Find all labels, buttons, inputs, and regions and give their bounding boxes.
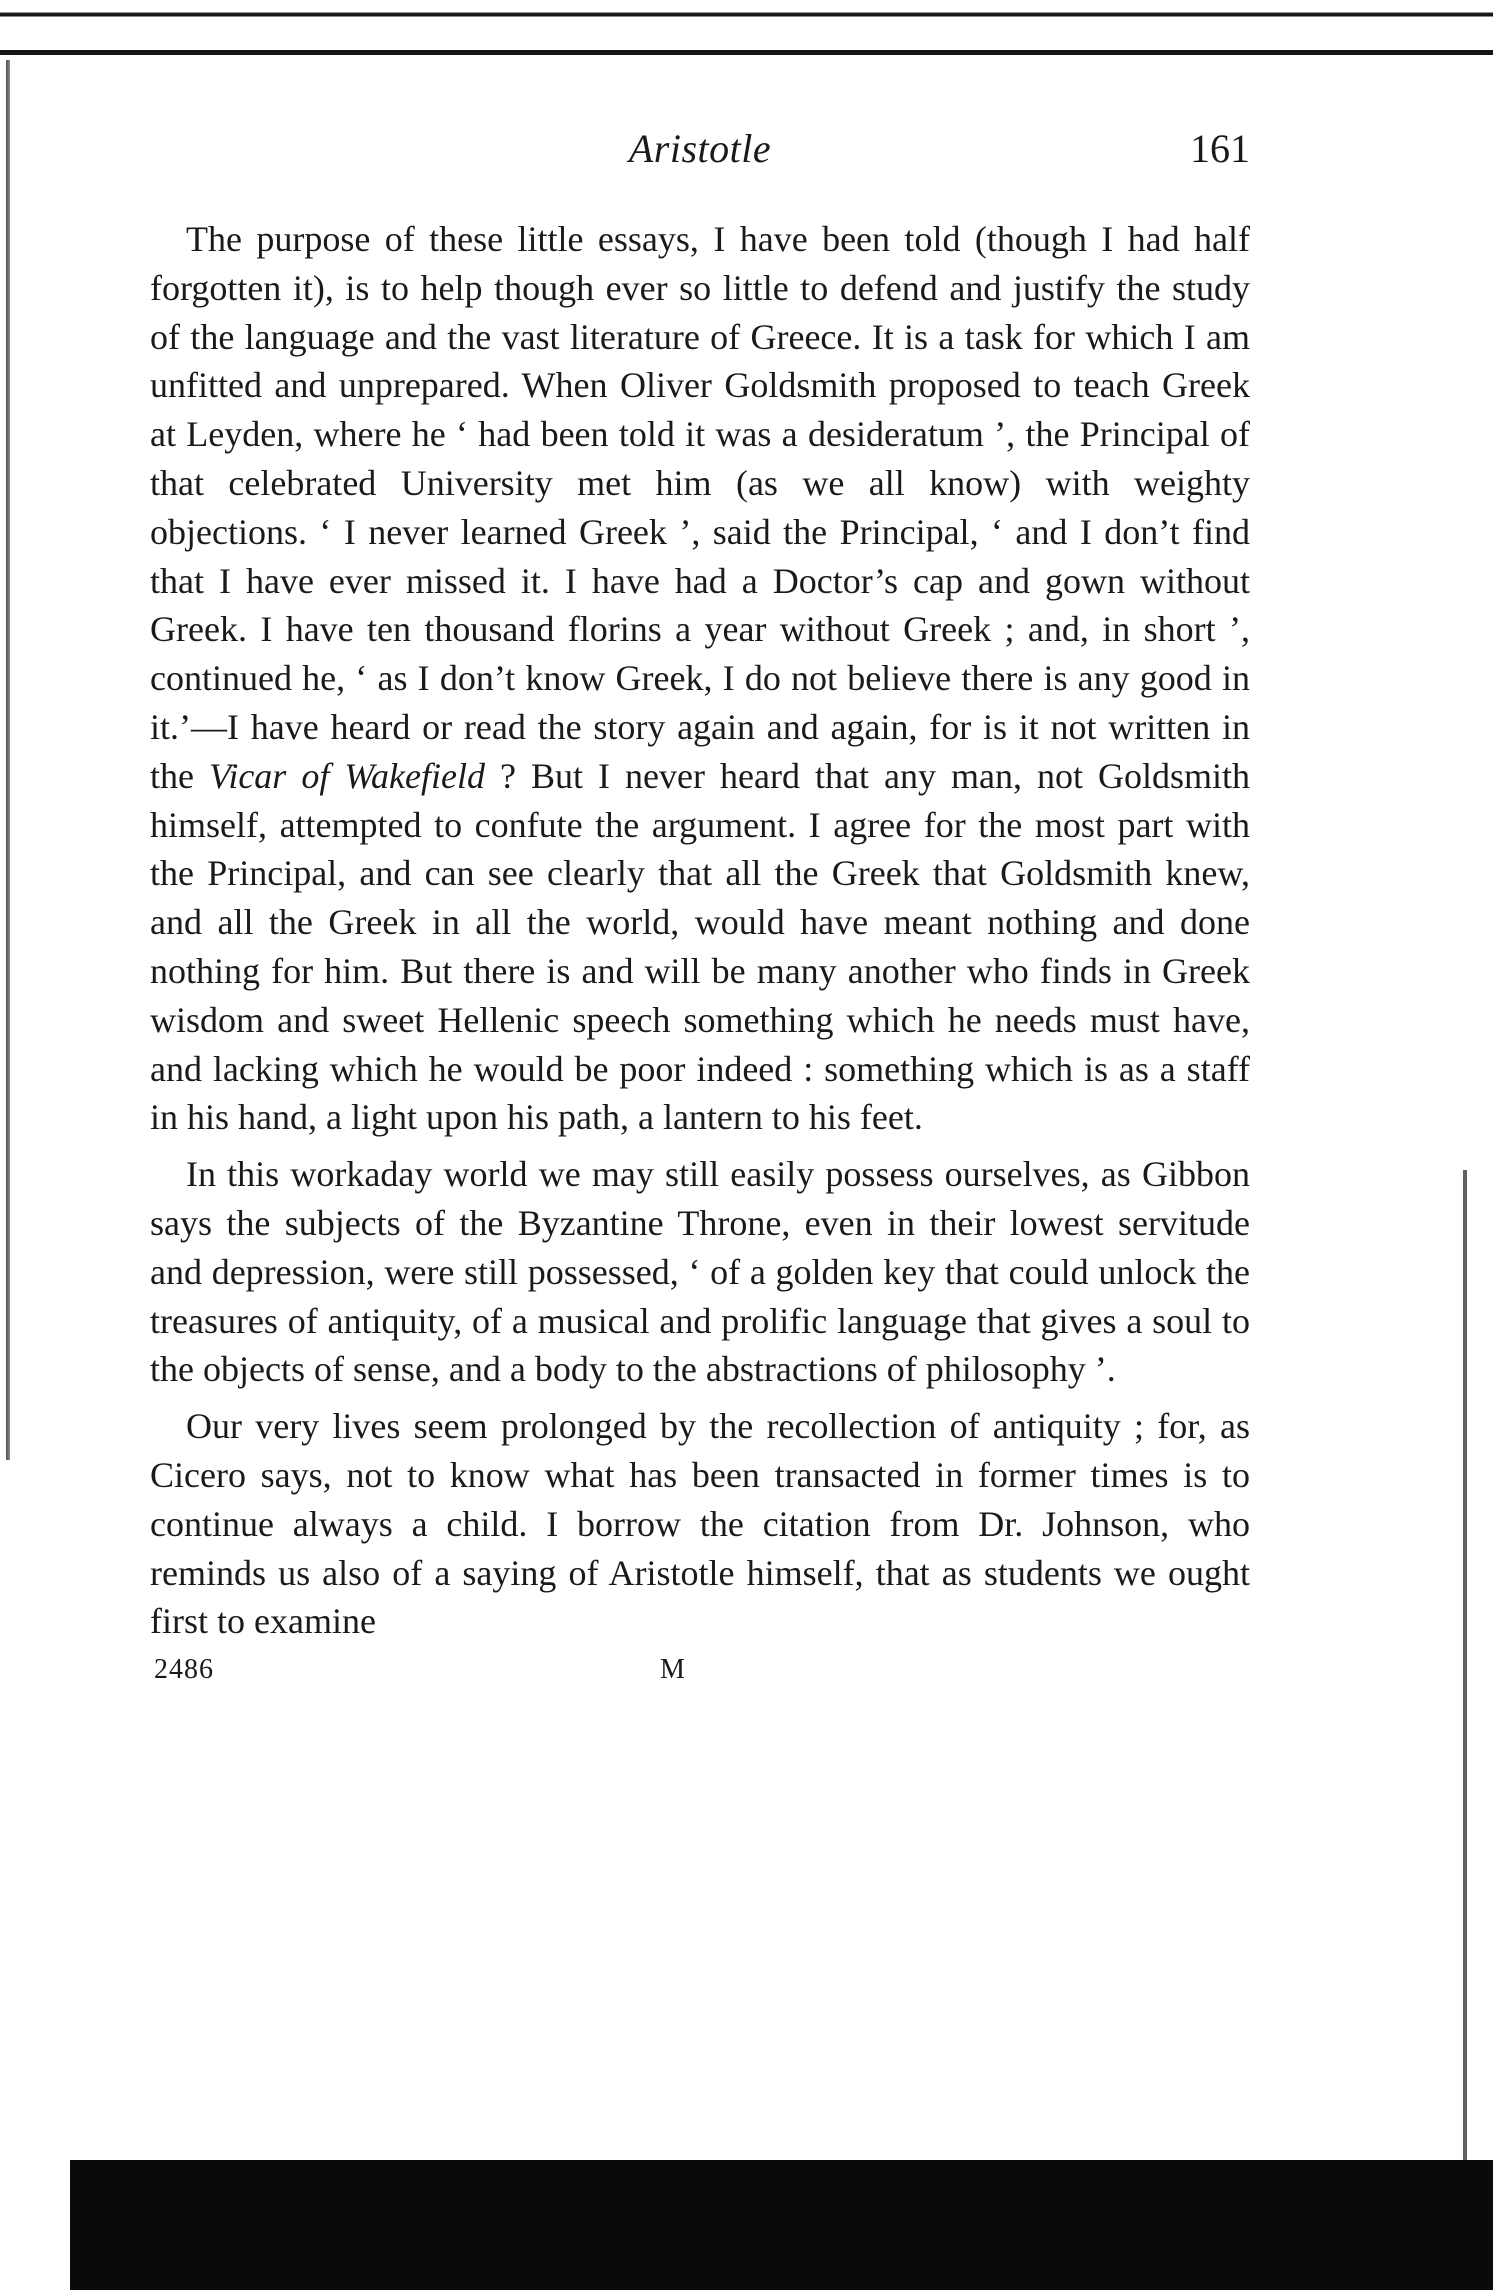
scan-right-edge [1463,1170,1467,2160]
printer-signature: 2486 [154,1654,214,1686]
running-head [150,125,1250,185]
scan-top-rule [0,10,1493,54]
paragraph-1-text-after: ? But I never heard that any man, not Goldsmith himself, attempted to confute the argument. I agree for the most part with the Principal, and can see clearly that all the Greek that Goldsmith knew, and all the Greek in all the world, would have meant nothing and done nothing for him. But there is and will be many another who finds in Greek wisdom and sweet Hellenic speech something which he needs must have, and lacking which he would be poor indeed : something which is as a staff in his hand, a light upon his path, a lantern to his feet. [150,755,1250,1138]
running-title: Aristotle [628,126,772,171]
paragraph-1-text: The purpose of these little essays, I have been told (though I had half forgotten it), is to help though ever so little to defend and justify the study of the language and the vast literature of Greece. It is a task for which I am unfitted and unprepared. When Oliver Goldsmith proposed to teach Greek at Leyden, where he ‘ had been told it was a desideratum ’, the Principal of that celebrated University met him (as we all know) with weighty objections. ‘ I never learned Greek ’, said the Principal, ‘ and I don’t find that I have ever missed it. I have had a Doctor’s cap and gown without Greek. I have ten thousand florins a year without Greek ; and, in short ’, continued he, ‘ as I don’t know Greek, I do not believe there is any good in it.’—I have heard or read the story again and again, for is it not written in the [150,219,1250,796]
scan-left-edge [6,60,10,1460]
sheet-mark: M [660,1654,686,1686]
body-text [150,215,1250,1646]
paragraph-2: In this workaday world we may still easily possess ourselves, as Gibbon says the subjects of the Byzantine Throne, even in their lowest servitude and depression, were still possessed, ‘ of a golden key that could unlock the treasures of antiquity, of a musical and prolific language that gives a soul to the objects of sense, and a body to the abstractions of philosophy ’. [150,1154,1250,1390]
book-title-italic: Vicar of Wakefield [209,755,485,796]
page-number: 161 [1190,126,1250,171]
paragraph-1 [150,215,1250,1142]
book-page [150,125,1250,1694]
scan-bottom-band [70,2160,1493,2290]
page-foot [150,1654,1250,1694]
paragraph-3: Our very lives seem prolonged by the recollection of antiquity ; for, as Cicero says, not to know what has been transacted in former times is to continue always a child. I borrow the citation from Dr. Johnson, who reminds us also of a saying of Aristotle himself, that as students we ought first to examine [150,1406,1250,1642]
